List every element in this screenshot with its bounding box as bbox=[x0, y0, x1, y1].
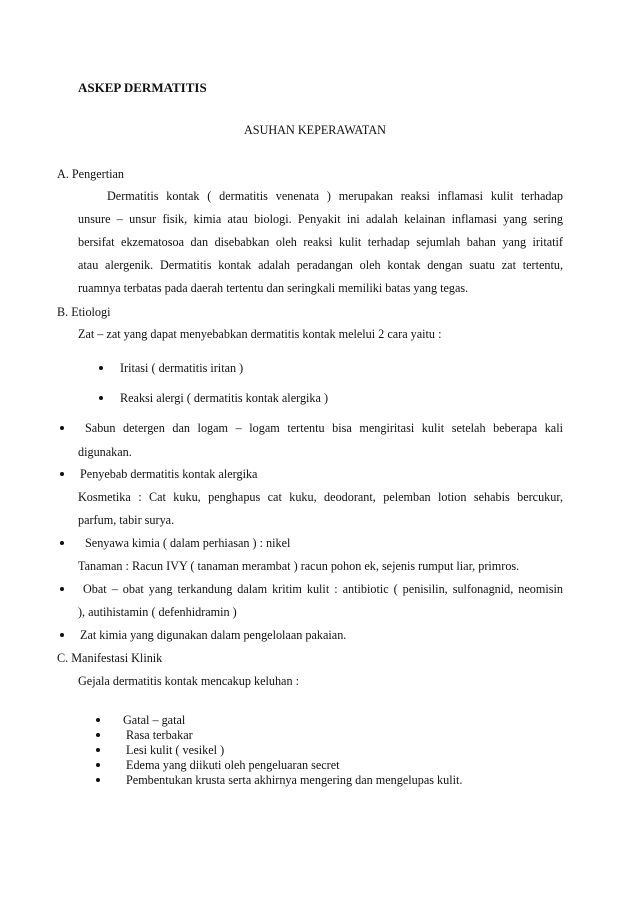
etiology-item-3-line-1: Senyawa kimia ( dalam perhiasan ) : nikel bbox=[85, 536, 291, 550]
section-c-intro: Gejala dermatitis kontak mencakup keluhan : bbox=[78, 674, 299, 688]
symptom-item-2: Rasa terbakar bbox=[126, 728, 193, 742]
etiology-item-2-line-3: parfum, tabir surya. bbox=[78, 513, 175, 527]
etiology-sub-item-2: Reaksi alergi ( dermatitis kontak alergika ) bbox=[120, 391, 329, 405]
bullet-icon bbox=[96, 718, 100, 722]
section-a-line-3: bersifat ekzematosoa dan disebabkan oleh reaksi kulit terhadap sejumlah bahan yang iritatif bbox=[78, 235, 563, 249]
document-title: ASKEP DERMATITIS bbox=[78, 80, 207, 95]
bullet-icon bbox=[96, 778, 100, 782]
bullet-icon bbox=[60, 472, 64, 476]
bullet-icon bbox=[60, 587, 64, 591]
section-a-line-2: unsure – unsur fisik, kimia atau biologi. Penyakit ini adalah kelainan inflamasi yang sering bbox=[78, 212, 563, 226]
section-b-intro: Zat – zat yang dapat menyebabkan dermatitis kontak melelui 2 cara yaitu : bbox=[78, 327, 442, 341]
symptom-item-1: Gatal – gatal bbox=[123, 713, 186, 727]
symptom-item-5: Pembentukan krusta serta akhirnya mengering dan mengelupas kulit. bbox=[126, 773, 463, 787]
bullet-icon bbox=[99, 366, 103, 370]
bullet-icon bbox=[96, 763, 100, 767]
symptom-item-4: Edema yang diikuti oleh pengeluaran secret bbox=[126, 758, 340, 772]
bullet-icon bbox=[60, 541, 64, 545]
etiology-sub-item-1: Iritasi ( dermatitis iritan ) bbox=[120, 361, 244, 375]
symptom-item-3: Lesi kulit ( vesikel ) bbox=[126, 743, 225, 757]
etiology-item-2-line-2: Kosmetika : Cat kuku, penghapus cat kuku, deodorant, pelemban lotion sehabis bercukur, bbox=[78, 490, 563, 504]
section-a-line-1: Dermatitis kontak ( dermatitis venenata ) merupakan reaksi inflamasi kulit terhadap bbox=[107, 189, 563, 203]
section-a-line-5: ruamnya terbatas pada daerah tertentu dan seringkali memiliki batas yang tegas. bbox=[78, 281, 469, 295]
section-b-heading: B. Etiologi bbox=[57, 305, 111, 319]
etiology-item-4-line-2: ), autihistamin ( defenhidramin ) bbox=[78, 605, 237, 619]
bullet-icon bbox=[60, 633, 64, 637]
etiology-item-1-line-1: Sabun detergen dan logam – logam tertentu bisa mengiritasi kulit setelah beberapa kali bbox=[85, 421, 563, 435]
document-subtitle: ASUHAN KEPERAWATAN bbox=[244, 123, 386, 137]
section-c-heading: C. Manifestasi Klinik bbox=[57, 651, 163, 665]
etiology-item-1-line-2: digunakan. bbox=[78, 445, 132, 459]
etiology-item-5: Zat kimia yang digunakan dalam pengelolaan pakaian. bbox=[80, 628, 347, 642]
bullet-icon bbox=[99, 396, 103, 400]
bullet-icon bbox=[96, 733, 100, 737]
etiology-item-3-line-2: Tanaman : Racun IVY ( tanaman merambat ) racun pohon ek, sejenis rumput liar, primros. bbox=[78, 559, 520, 573]
bullet-icon bbox=[60, 426, 64, 430]
section-a-heading: A. Pengertian bbox=[57, 167, 125, 181]
etiology-item-2-line-1: Penyebab dermatitis kontak alergika bbox=[80, 467, 258, 481]
section-a-line-4: atau alergenik. Dermatitis kontak adalah peradangan oleh kontak dengan suatu zat tertentu, bbox=[78, 258, 563, 272]
etiology-item-4-line-1: Obat – obat yang terkandung dalam kritim kulit : antibiotic ( penisilin, sulfonagnid, neomisin bbox=[83, 582, 563, 596]
bullet-icon bbox=[96, 748, 100, 752]
